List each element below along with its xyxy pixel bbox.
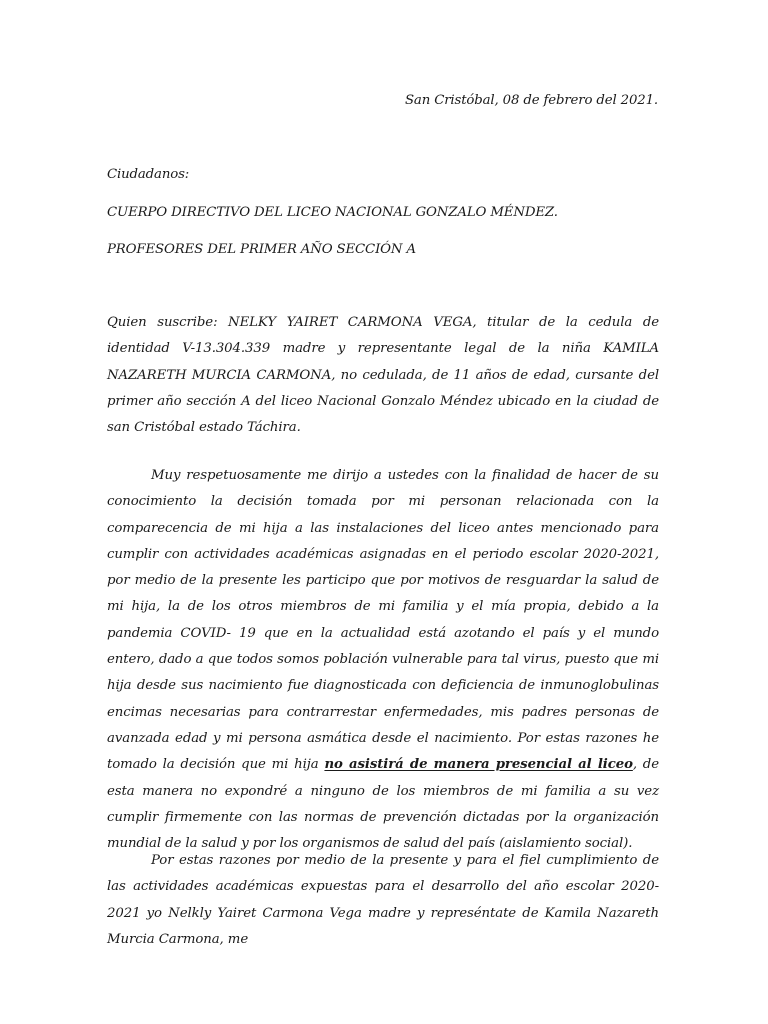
recipient-line-2: PROFESORES DEL PRIMER AÑO SECCIÓN A (107, 242, 416, 257)
recipient-line-1: CUERPO DIRECTIVO DEL LICEO NACIONAL GONZALO MÉNDEZ. (107, 205, 558, 220)
salutation: Ciudadanos: (107, 167, 190, 182)
paragraph-decision (107, 463, 659, 857)
paragraph-introduction: Quien suscribe: NELKY YAIRET CARMONA VEGA, titular de la cedula de identidad V-13.304.339 madre y representante legal de la niña KAMILA NAZARETH MURCIA CARMONA, no cedulada, de 11 años de edad, cursante del primer año sección A del liceo Nacional Gonzalo Méndez ubicado en la ciudad de san Cristóbal estado Táchira. (107, 315, 659, 436)
decision-emphasis: no asistirá de manera presencial al liceo (324, 757, 633, 773)
paragraph-decision-text-2: , de esta manera no expondré a ninguno de los miembros de mi familia a su vez cumplir firmemente con las normas de prevención dictadas por la organización mundial de la salud y por los organismos de salud del país (aislamiento social). (107, 757, 659, 852)
paragraph-commitment: Por estas razones por medio de la presente y para el fiel cumplimiento de las actividades académicas expuestas para el desarrollo del año escolar 2020-2021 yo Nelkly Yairet Carmona Vega madre y represéntate de Kamila Nazareth Murcia Carmona, me (107, 853, 659, 947)
paragraph-decision-text-1: Muy respetuosamente me dirijo a ustedes con la finalidad de hacer de su conocimiento la decisión tomada por mi personan relacionada con la comparecencia de mi hija a las instalaciones del liceo antes mencionado para cumplir con actividades académicas asignadas en el periodo escolar 2020-2021, por medio de la presente les participo que por motivos de resguardar la salud de mi hija, la de los otros miembros de mi familia y el mía propia, debido a la pandemia COVID- 19 que en la actualidad está azotando el país y el mundo entero, dado a que todos somos población vulnerable para tal virus, puesto que mi hija desde sus nacimiento fue diagnosticada con deficiencia de inmunoglobulinas encimas necesarias para contrarrestar enfermedades, mis padres personas de avanzada edad y mi persona asmática desde el nacimiento. Por estas razones he tomado la decisión que mi hija (107, 468, 659, 773)
letter-date: San Cristóbal, 08 de febrero del 2021. (404, 93, 658, 108)
